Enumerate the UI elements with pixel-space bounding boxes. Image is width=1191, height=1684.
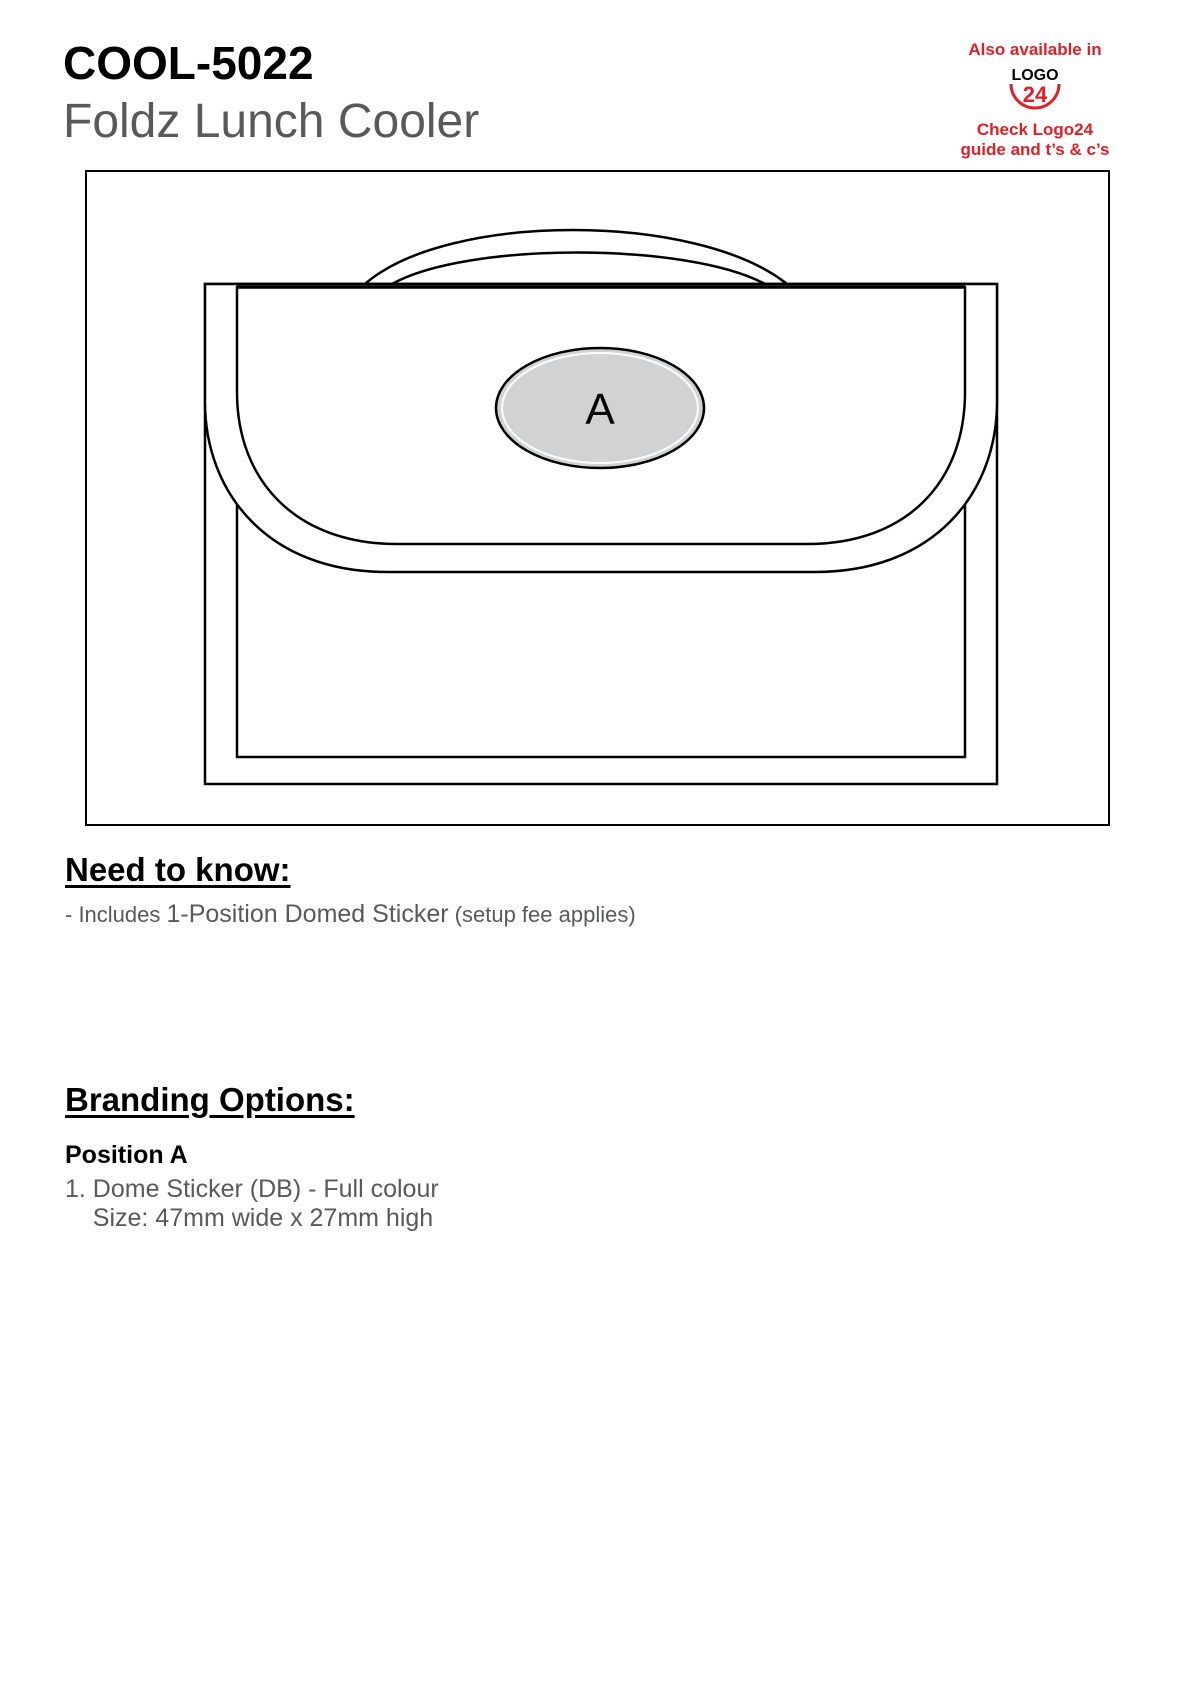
product-name: Foldz Lunch Cooler bbox=[63, 95, 480, 148]
note-prefix: - Includes bbox=[65, 902, 167, 927]
product-drawing-frame bbox=[85, 170, 1110, 826]
handle-outer bbox=[365, 230, 787, 284]
branding-option-line1: 1. Dome Sticker (DB) - Full colour bbox=[65, 1175, 439, 1203]
branding-option-line2: Size: 47mm wide x 27mm high bbox=[65, 1204, 434, 1232]
branding-options-heading: Branding Options: bbox=[65, 1081, 355, 1118]
logo24-badge-icon bbox=[1005, 62, 1065, 116]
logo24-notice bbox=[950, 40, 1120, 160]
need-to-know-note bbox=[65, 902, 636, 927]
logo24-top-text: Also available in bbox=[968, 40, 1102, 59]
logo24-bottom-line1: Check Logo24 bbox=[976, 120, 1094, 139]
need-to-know-heading: Need to know: bbox=[65, 851, 291, 888]
note-suffix: (setup fee applies) bbox=[448, 902, 636, 927]
position-a-title: Position A bbox=[65, 1141, 188, 1169]
cooler-bag-drawing bbox=[87, 172, 1108, 824]
logo24-bottom-line2: guide and t’s & c’s bbox=[960, 140, 1110, 159]
product-code: COOL-5022 bbox=[63, 37, 314, 89]
note-main: 1-Position Domed Sticker bbox=[166, 900, 449, 928]
handle-inner bbox=[392, 253, 765, 285]
logo24-badge-word: LOGO bbox=[1011, 67, 1059, 84]
position-a-label: A bbox=[585, 385, 615, 434]
logo24-badge-number: 24 bbox=[1022, 82, 1048, 107]
